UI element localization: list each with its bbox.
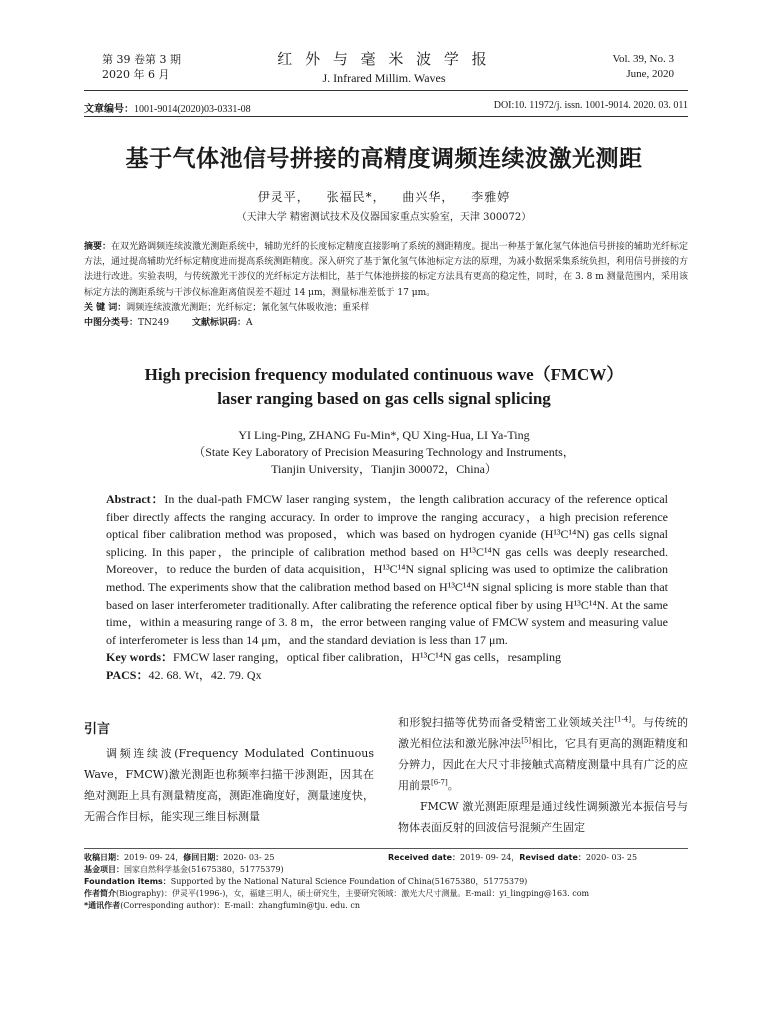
citation: [5] — [521, 736, 532, 745]
affiliation-en-line2: Tianjin University，Tianjin 300072，China） — [271, 462, 497, 476]
abstract-en — [106, 491, 668, 685]
body-column-right — [398, 712, 688, 838]
clc-label: 中图分类号： — [84, 318, 139, 329]
abstract-en-text: In the dual-path FMCW laser ranging system，the length calibration accuracy of the reference optical fiber directly affects the ranging accuracy. In order to improve the ranging accuracy，a high precision reference optical fiber calibration method was proposed，which was based on hydrogen cyanide (H¹³C¹⁴N) gas cells signal splicing. In this paper，the principle of calibration method based on H¹³C¹⁴N gas cells was deeply researched. Moreover，to reduce the burden of data acquisition，H¹³C¹⁴N signal splicing was used to optimize the calibration method. The experiments show that the calibration method based on H¹³C¹⁴N signal splicing is more stable than that based on laser interferometer traditionally. After calibrating the reference optical fiber by using H¹³C¹⁴N. At the same time，within a measuring range of 3. 8 m，the error between ranging value of FMCW system and measuring value of interferometer is less than 14 μm，and the standard deviation is less than 17 μm. — [106, 492, 668, 647]
text-run: 。与传统的激光相位法和激光脉冲法 — [398, 716, 689, 750]
revised-en: 2020- 03- 25 — [585, 853, 638, 862]
journal-name-en: J. Infrared Millim. Waves — [322, 71, 446, 85]
affiliation-en-line1: （State Key Laboratory of Precision Measuring Technology and Instruments， — [193, 445, 575, 459]
article-no-label: 文章编号： — [84, 104, 134, 115]
volume-line: 第 39 卷第 3 期 — [102, 53, 181, 66]
bio: 伊灵平(1996-)，女，福建三明人，硕士研究生，主要研究领域：激光大尺寸测量。E-mail：yi_lingping@163. com — [172, 889, 590, 898]
affiliation-cn: （天津大学 精密测试技术及仪器国家重点实验室，天津 300072） — [236, 212, 532, 223]
corr: E-mail：zhangfumin@tju. edu. cn — [224, 901, 361, 910]
footnotes — [84, 852, 688, 912]
title-en-line1: High precision frequency modulated continuous wave（FMCW） — [144, 365, 624, 384]
received-en: 2019- 09- 24， — [460, 853, 520, 862]
keywords-en: FMCW laser ranging，optical fiber calibration，H¹³C¹⁴N gas cells，resampling — [173, 650, 562, 665]
revised-en-label: Revised date： — [519, 853, 586, 862]
fund-cn: 国家自然科学基金(51675380，51775379) — [124, 865, 284, 874]
volume-issue-en — [612, 52, 674, 82]
abstract-cn — [84, 240, 688, 331]
citation: [6-7] — [431, 778, 448, 787]
date-line-en: June, 2020 — [626, 68, 674, 80]
header-rule — [84, 90, 688, 91]
authors-cn: 伊灵平， 张福民*， 曲兴华， 李雅婷 — [257, 190, 511, 204]
text-run: 和形貌扫描等优势而备受精密工业领域关注 — [398, 716, 615, 729]
fund-en-label: Foundation items： — [84, 877, 171, 886]
revised-cn: 2020- 03- 25 — [223, 853, 275, 862]
footnote-rule — [84, 848, 688, 849]
fund-en: Supported by the National Natural Science Foundation of China(51675380，51775379) — [170, 877, 528, 886]
revised-cn-label: 修回日期： — [183, 853, 224, 862]
bio-label-en: (Biography)： — [116, 889, 173, 898]
doi: DOI:10. 11972/j. issn. 1001-9014. 2020. 03. 011 — [493, 100, 688, 111]
bio-label: 作者简介 — [84, 889, 116, 898]
affiliation-en — [0, 444, 768, 478]
date-line: 2020 年 6 月 — [102, 68, 170, 81]
received-en-label: Received date： — [388, 853, 461, 862]
text-run: 相比，它具有更高的测距精度和分辨力，因此在大尺寸非接触式高精度测量中具有广泛的应用前景 — [398, 737, 688, 792]
keywords-cn-label: 关 键 词： — [84, 302, 127, 313]
keywords-cn: 调频连续波激光测距；光纤标定；氰化氢气体吸收池；重采样 — [126, 302, 370, 313]
journal-name-cn: 红 外 与 毫 米 波 学 报 — [277, 50, 491, 68]
authors-en: YI Ling-Ping, ZHANG Fu-Min*, QU Xing-Hua, LI Ya-Ting — [238, 428, 530, 442]
section-heading-intro: 引言 — [84, 722, 111, 737]
pacs: 42. 68. Wt，42. 79. Qx — [148, 667, 262, 682]
title-cn: 基于气体池信号拼接的高精度调频连续波激光测距 — [125, 146, 643, 172]
corr-label-en: (Corresponding author)： — [120, 901, 225, 910]
citation: [1-4] — [614, 715, 632, 724]
article-info — [84, 100, 688, 115]
paragraph — [398, 712, 688, 796]
abstract-cn-label: 摘要： — [84, 242, 112, 252]
abstract-en-label: Abstract： — [106, 492, 165, 506]
doc-code: A — [245, 318, 253, 329]
pacs-label: PACS： — [106, 667, 149, 682]
keywords-en-label: Key words： — [106, 650, 173, 665]
text-run: 。 — [447, 779, 459, 792]
abstract-cn-text: 在双光路调频连续波激光测距系统中，辅助光纤的长度标定精度直接影响了系统的测距精度。提出一种基于氰化氢气体池信号拼接的辅助光纤标定方法，通过提高辅助光纤标定精度进而提高系统测距精度。深入研究了基于氰化氢气体池标定方法的原理，为减小数据采集系统负担，利用信号拼接的方法进行改进。实验表明，与传统激光干涉仪的光纤标定方法相比，基于气体池拼接的标定方法具有更高的稳定性，同时，在 3. 8 m 测量范围内，采用该标定方法的测距系统与干涉仪标准距离值误差不超过 14 μm，测量标准差低于 17 μm。 — [84, 242, 688, 298]
clc: TN249 — [138, 318, 170, 329]
article-info-rule — [84, 116, 688, 117]
received-cn: 2019- 09- 24， — [124, 853, 184, 862]
volume-line-en: Vol. 39, No. 3 — [612, 53, 674, 65]
fund-cn-label: 基金项目： — [84, 865, 124, 874]
title-en — [0, 363, 768, 411]
paragraph: FMCW 激光测距原理是通过线性调频激光本振信号与物体表面反射的回波信号混频产生固定 — [398, 800, 688, 834]
doc-code-label: 文献标识码： — [191, 318, 246, 329]
paragraph: 调频连续波(Frequency Modulated Continuous Wave，FMCW)激光测距也称频率扫描干涉测距，因其在绝对测距上具有测量精度高，测距准确度好，测量速度快，无需合作目标，能实现三维目标测量 — [84, 747, 374, 823]
body-column-left — [84, 743, 374, 827]
article-no: 1001-9014(2020)03-0331-08 — [134, 104, 251, 115]
corr-label: *通讯作者 — [84, 901, 121, 910]
title-en-line2: laser ranging based on gas cells signal splicing — [217, 389, 551, 408]
received-cn-label: 收稿日期： — [84, 853, 124, 862]
